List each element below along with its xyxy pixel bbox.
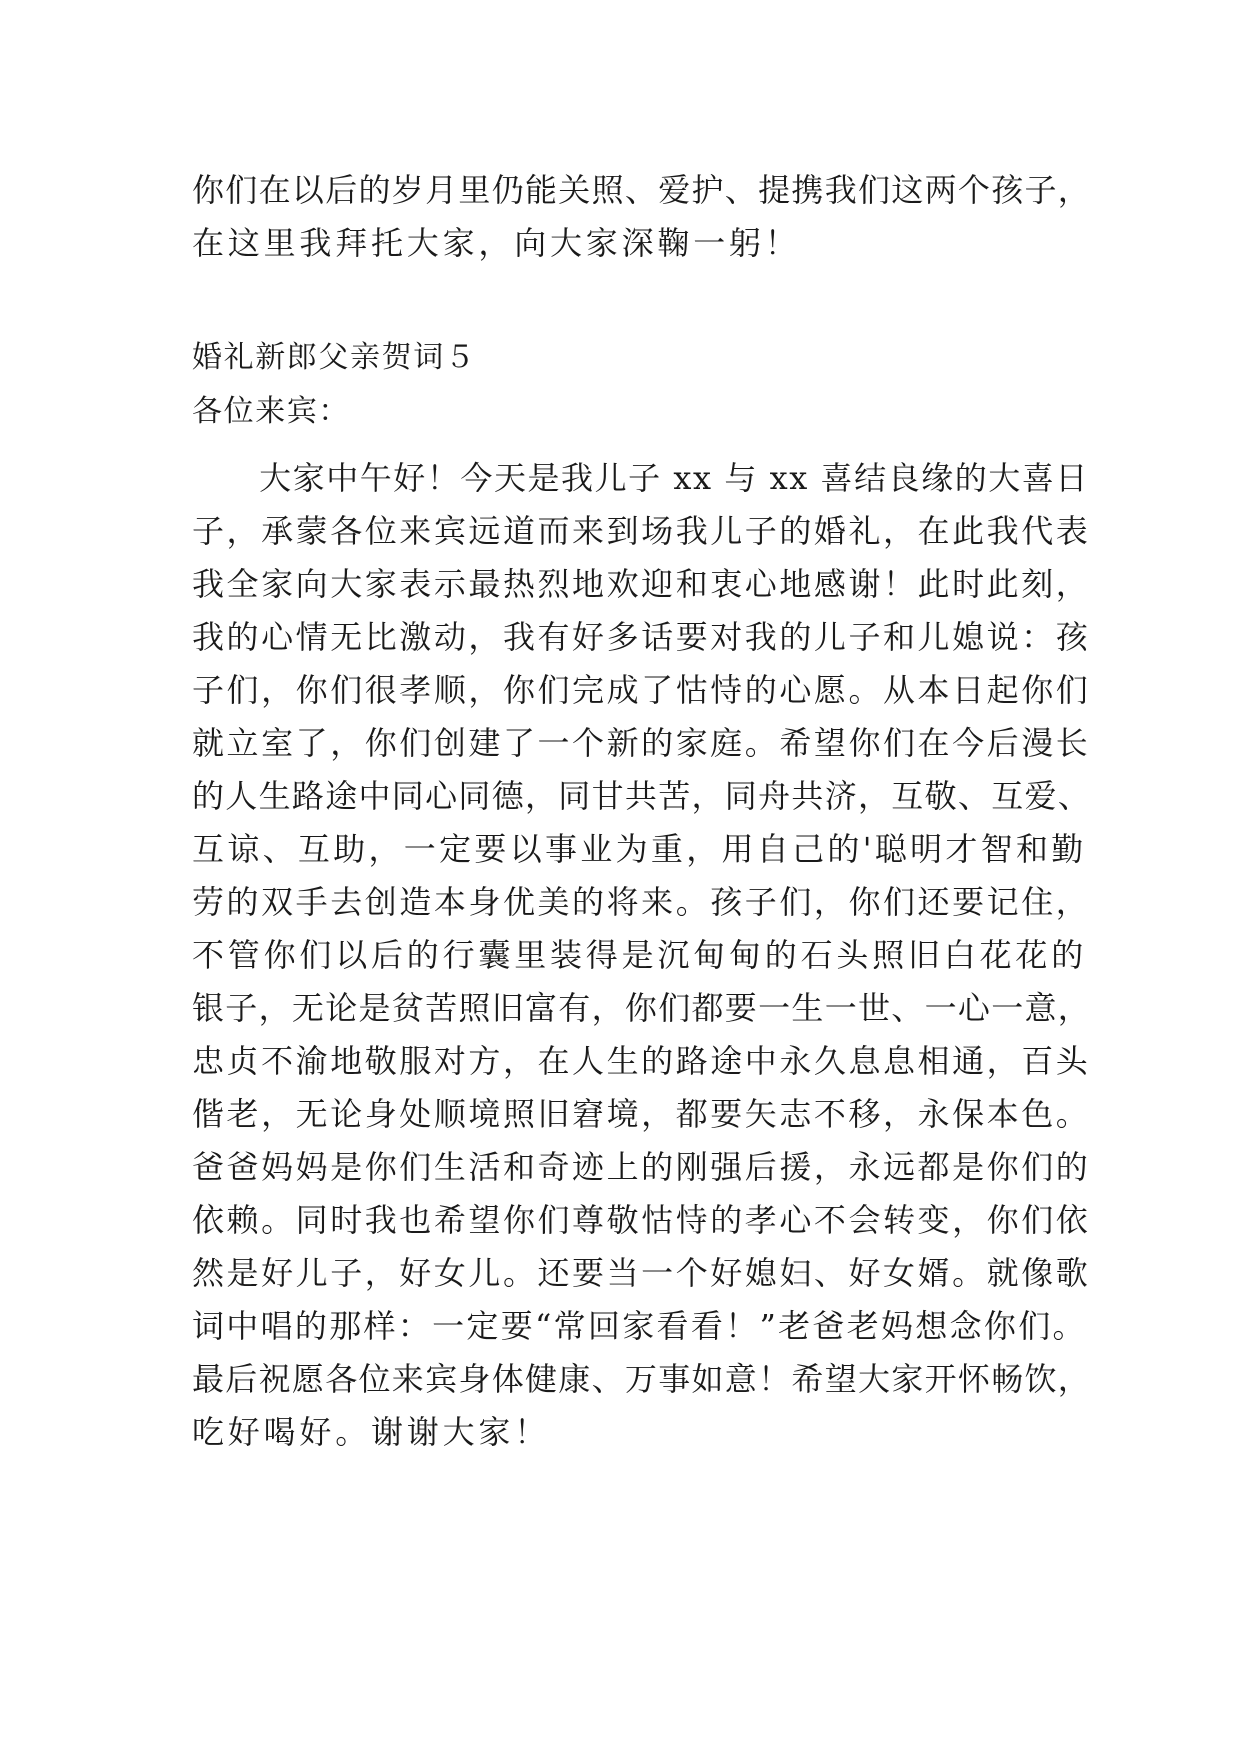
body-line-7: 的人生路途中同心同德，同甘共苦，同舟共济，互敬、互爱、 [192,777,1092,815]
body-line-13: 偕老，无论身处顺境照旧窘境，都要矢志不移，永保本色。 [192,1095,1091,1133]
body-line-1: 大家中午好！今天是我儿子 xx 与 xx 喜结良缘的大喜日 [192,459,1089,497]
body-line-2: 子，承蒙各位来宾远道而来到场我儿子的婚礼，在此我代表 [192,512,1091,550]
intro-line-2: 在这里我拜托大家，向大家深鞠一躬！ [192,224,801,262]
body-line-5: 子们，你们很孝顺，你们完成了怙恃的心愿。从本日起你们 [192,671,1091,709]
body-line-14: 爸爸妈妈是你们生活和奇迹上的刚强后援，永远都是你们的 [192,1148,1091,1186]
body-line-19: 吃好喝好。谢谢大家！ [192,1413,551,1451]
body-line-16: 然是好儿子，好女儿。还要当一个好媳妇、好女婿。就像歌 [192,1254,1091,1292]
salutation: 各位来宾： [192,394,350,429]
body-line-17: 词中唱的那样：一定要“常回家看看！”老爸老妈想念你们。 [192,1307,1087,1345]
body-line-4: 我的心情无比激动，我有好多话要对我的儿子和儿媳说：孩 [192,618,1091,656]
body-line-10: 不管你们以后的行囊里装得是沉甸甸的石头照旧白花花的 [192,936,1088,974]
intro-line-1: 你们在以后的岁月里仍能关照、爱护、提携我们这两个孩子， [192,171,1092,209]
body-line-8: 互谅、互助，一定要以事业为重，用自己的'聪明才智和勤 [192,830,1087,868]
body-line-6: 就立室了，你们创建了一个新的家庭。希望你们在今后漫长 [192,724,1091,762]
body-line-3: 我全家向大家表示最热烈地欢迎和衷心地感谢！此时此刻， [192,565,1091,603]
body-line-9: 劳的双手去创造本身优美的将来。孩子们，你们还要记住， [192,883,1091,921]
body-line-12: 忠贞不渝地敬服对方，在人生的路途中永久息息相通，百头 [192,1042,1091,1080]
body-line-18: 最后祝愿各位来宾身体健康、万事如意！希望大家开怀畅饮， [192,1360,1092,1398]
body-line-11: 银子，无论是贫苦照旧富有，你们都要一生一世、一心一意， [192,989,1092,1027]
section-title: 婚礼新郎父亲贺词５ [192,340,477,375]
body-line-15: 依赖。同时我也希望你们尊敬怙恃的孝心不会转变，你们依 [192,1201,1091,1239]
